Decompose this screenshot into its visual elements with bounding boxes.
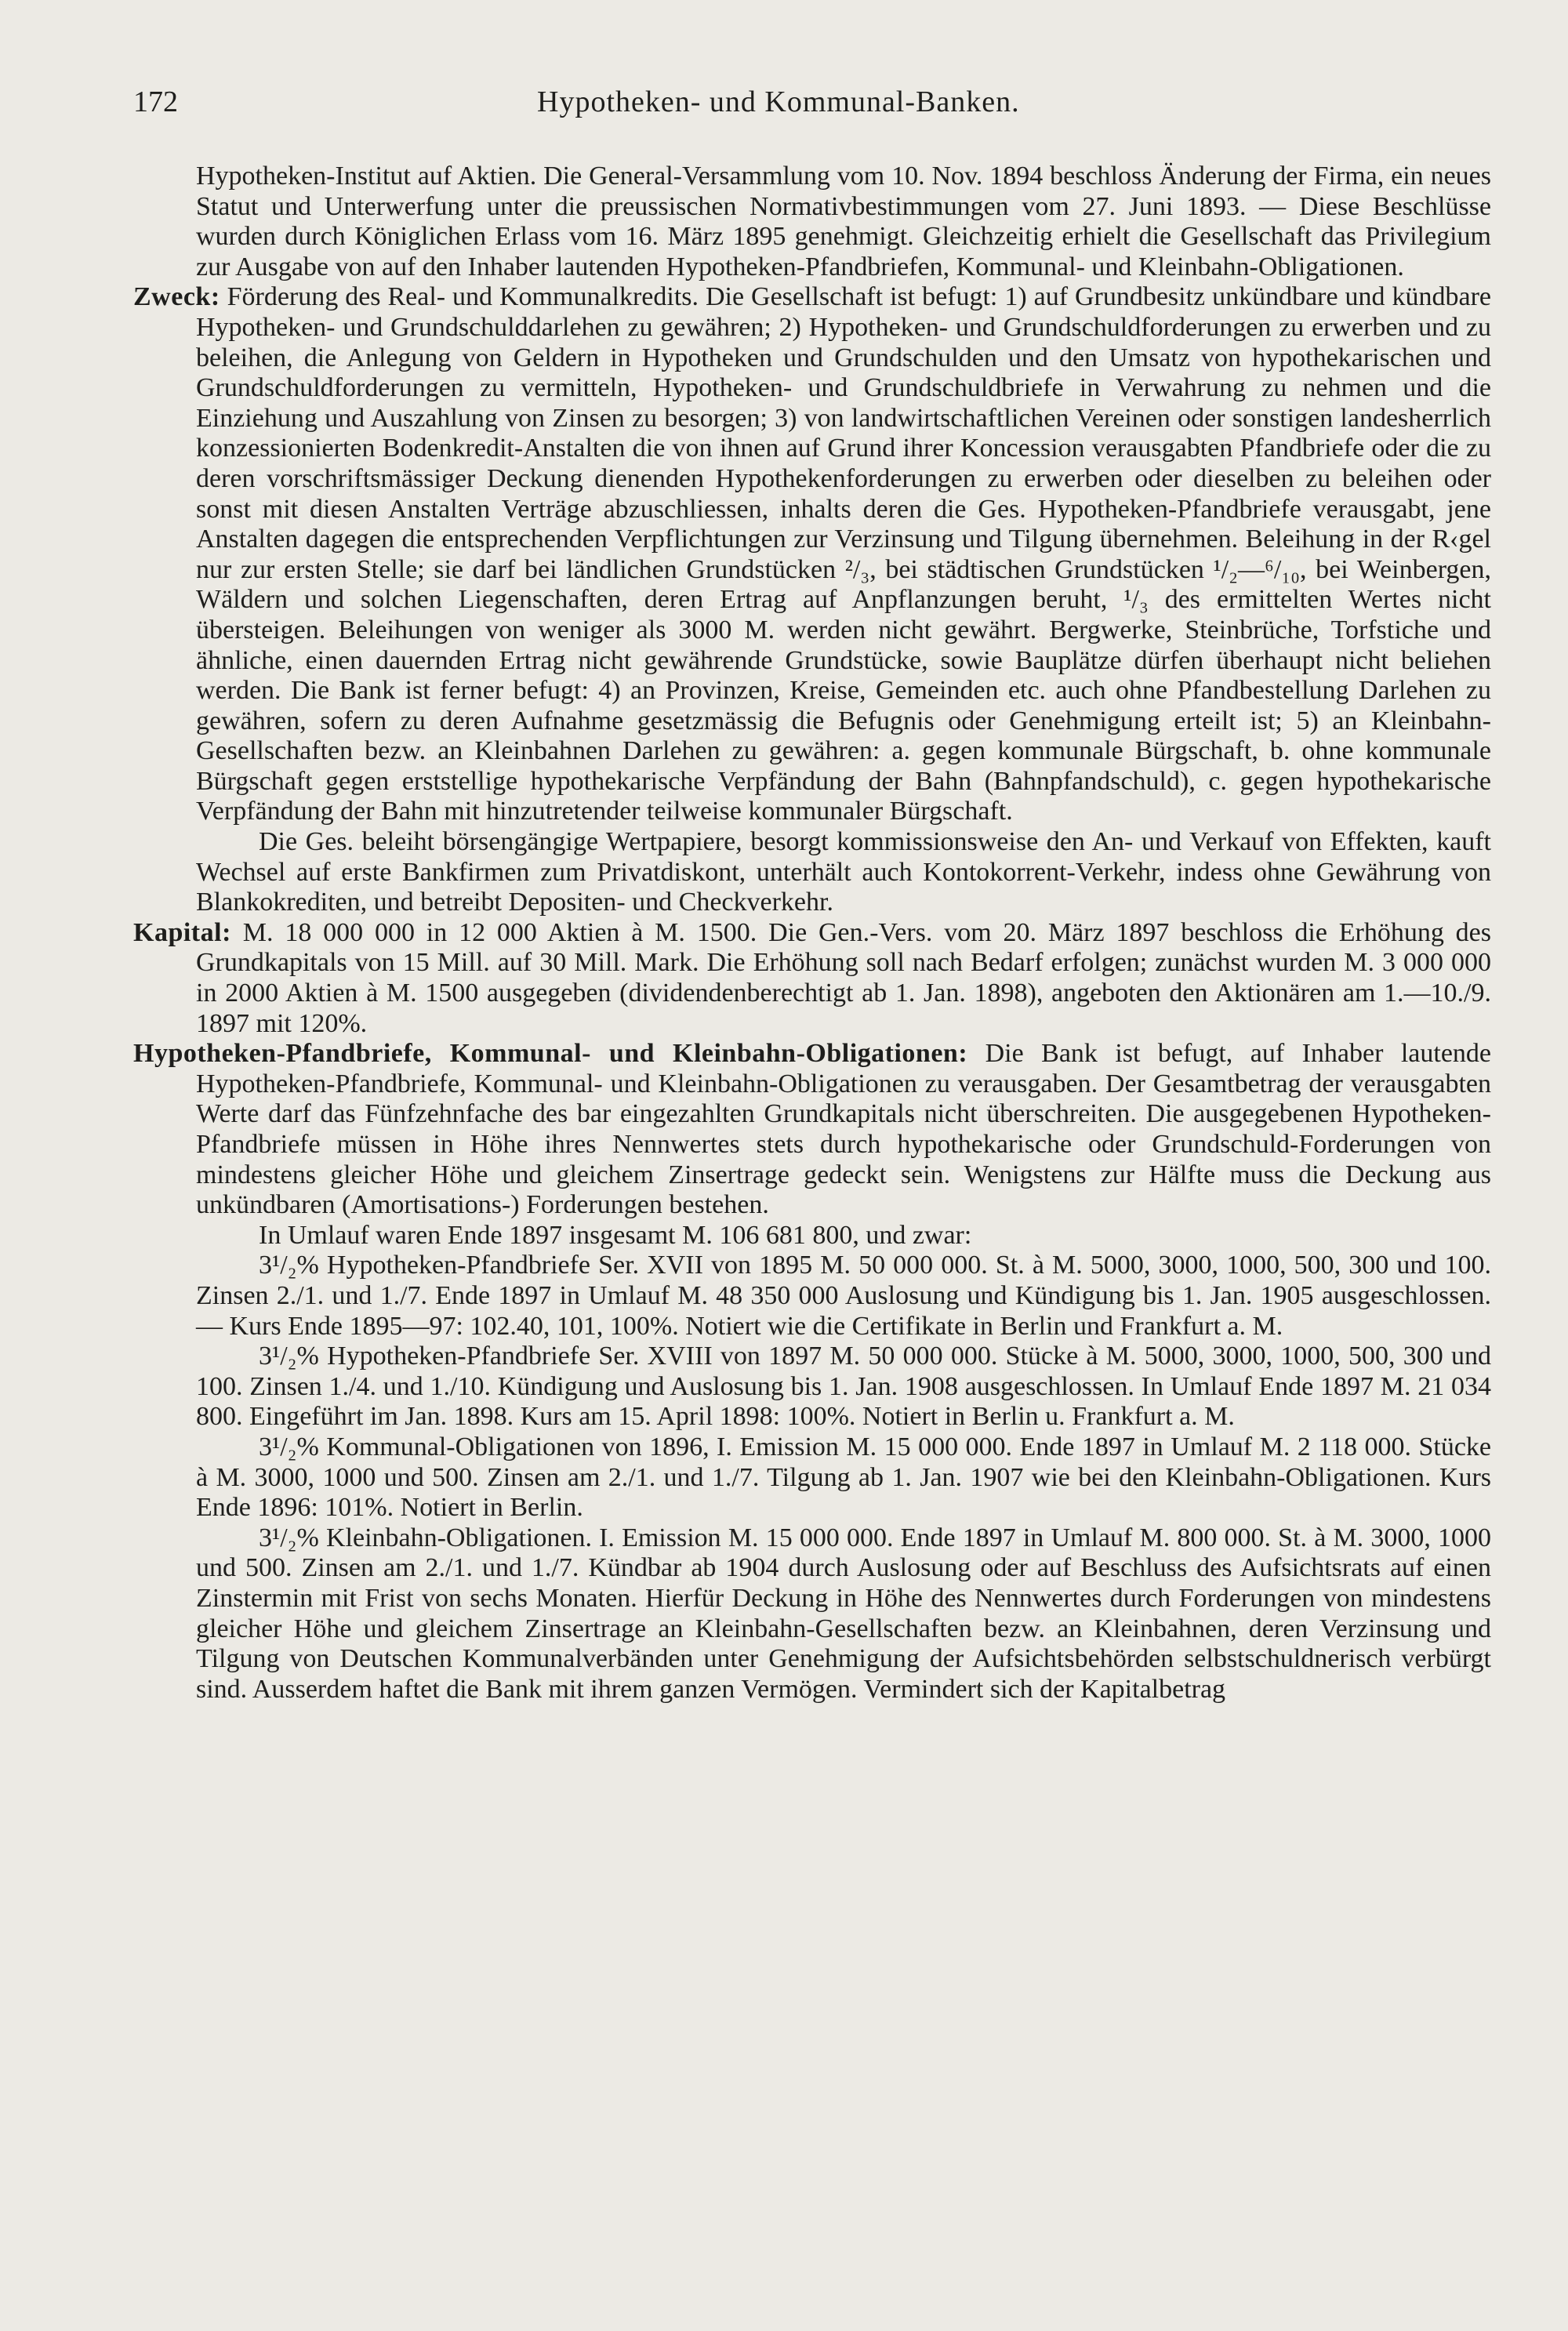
paragraph-text: M. 18 000 000 in 12 000 Aktien à M. 1500. Die Gen.-Vers. vom 20. März 1897 beschloss die Erhöhung des Grundkapitals von 15 Mill. auf 30 Mill. Mark. Die Erhöhung soll nach Bedarf erfolgen; zunächst wurden M. 3 000 000 in 2000 Aktien à M. 1500 ausgegeben (dividendenberechtigt ab 1. Jan. 1898), angeboten den Aktionären am 1.—10./9. 1897 mit 120%. <box>196 917 1492 1038</box>
paragraph-institute-history <box>133 162 1491 282</box>
paragraph-text: 3¹/₂% Kommunal-Obligationen von 1896, I. Emission M. 15 000 000. Ende 1897 in Umlauf M. 2 118 000. Stücke à M. 3000, 1000 und 500. Zinsen am 2./1. und 1./7. Tilgung ab 1. Jan. 1907 wie bei den Kleinbahn-Obligationen. Kurs Ende 1896: 101%. Notiert in Berlin. <box>196 1432 1491 1523</box>
paragraph-series-xvii <box>133 1251 1491 1342</box>
paragraph-kapital <box>133 918 1491 1039</box>
paragraph-pfandbriefe <box>133 1039 1491 1221</box>
section-label-kapital: Kapital: <box>133 917 231 947</box>
page-body <box>133 162 1491 1705</box>
paragraph-zweck <box>133 282 1491 827</box>
page-header <box>133 85 1450 122</box>
page-number: 172 <box>133 85 178 118</box>
paragraph-text: Die Bank ist befugt, auf Inhaber lautende Hypotheken-Pfandbriefe, Kommunal- und Kleinbahn-Obligationen zu verausgaben. Der Gesamtbetrag der verausgabten Werte darf das Fünfzehnfache des bar eingezahlten Grundkapitals nicht überschreiten. Die ausgegebenen Hypotheken-Pfandbriefe müssen in Höhe ihres Nennwertes stets durch hypothekarische oder Grundschuld-Forderungen von mindestens gleicher Höhe und gleichem Zinsertrage gedeckt sein. Wenigstens zur Hälfte muss die Deckung aus unkündbaren (Amortisations-) Forderungen bestehen. <box>196 1039 1492 1220</box>
paragraph-text: Förderung des Real- und Kommunalkredits. Die Gesellschaft ist befugt: 1) auf Grundbesitz unkündbare und kündbare Hypotheken- und Grundschulddarlehen zu gewähren; 2) Hypotheken- und Grundschuldforderungen zu erwerben und zu beleihen, die Anlegung von Geldern in Hypotheken und Grundschulden und den Umsatz von hypothekarischen und Grundschuldforderungen zu vermitteln, Hypotheken- und Grundschuldbriefe in Verwahrung zu nehmen und die Einziehung und Auszahlung von Zinsen zu besorgen; 3) von landwirtschaftlichen Vereinen oder sonstigen landesherrlich konzessionierten Bodenkredit-Anstalten die von ihnen auf Grund ihrer Koncession verausgabten Pfandbriefe oder die zu deren vorschriftsmässiger Deckung dienenden Hypothekenforderungen zu erwerben oder dieselben zu beleihen oder sonst mit diesen Anstalten Verträge abzuschliessen, inhalts deren die Ges. Hypotheken-Pfandbriefe verausgabt, jene Anstalten dagegen die entsprechenden Verpflichtungen zur Verzinsung und Tilgung übernehmen. Beleihung in der R‹gel nur zur ersten Stelle; sie darf bei ländlichen Grundstücken ²/₃, bei städtischen Grundstücken ¹/₂—⁶/₁₀, bei Weinbergen, Wäldern und solchen Liegenschaften, deren Ertrag auf Anpflanzungen beruht, ¹/₃ des ermittelten Wertes nicht übersteigen. Beleihungen von weniger als 3000 M. werden nicht gewährt. Bergwerke, Steinbrüche, Torfstiche und ähnliche, einen dauernden Ertrag nicht gewährende Grundstücke, sowie Bauplätze dürfen überhaupt nicht beliehen werden. Die Bank ist ferner befugt: 4) an Provinzen, Kreise, Gemeinden etc. auch ohne Pfandbestellung Darlehen zu gewähren, sofern zu deren Aufnahme gesetzmässig die Befugnis oder Genehmigung erteilt ist; 5) an Kleinbahn-Gesellschaften bezw. an Kleinbahnen Darlehen zu gewähren: a. gegen kommunale Bürgschaft, b. ohne kommunale Bürgschaft gegen erststellige hypothekarische Verpfändung der Bahn (Bahnpfandschuld), c. gegen hypothekarische Verpfändung der Bahn mit hinzutretender teilweise kommunaler Bürgschaft. <box>196 282 1491 826</box>
paragraph-umlauf-total <box>133 1221 1491 1251</box>
paragraph-series-xviii <box>133 1342 1491 1432</box>
paragraph-text: 3¹/₂% Kleinbahn-Obligationen. I. Emission M. 15 000 000. Ende 1897 in Umlauf M. 800 000. St. à M. 3000, 1000 und 500. Zinsen am 2./1. und 1./7. Kündbar ab 1904 durch Auslosung oder auf Beschluss des Aufsichtsrats auf einen Zinstermin mit Frist von sechs Monaten. Hierfür Deckung in Höhe des Nennwertes durch Forderungen von mindestens gleicher Höhe und gleichem Zinsertrage an Kleinbahn-Gesellschaften bezw. an Kleinbahnen, deren Verzinsung und Tilgung von Deutschen Kommunalverbänden unter Genehmigung der Aufsichtsbehörden selbstschuldnerisch verbürgt sind. Ausserdem haftet die Bank mit ihrem ganzen Vermögen. Vermindert sich der Kapitalbetrag <box>196 1523 1491 1704</box>
paragraph-kleinbahn-obligationen <box>133 1523 1491 1705</box>
paragraph-kommunal-obligationen <box>133 1432 1491 1523</box>
paragraph-text: Hypotheken-Institut auf Aktien. Die General-Versammlung vom 10. Nov. 1894 beschloss Änderung der Firma, ein neues Statut und Unterwerfung unter die preussischen Normativbestimmungen vom 27. Juni 1893. — Diese Beschlüsse wurden durch Königlichen Erlass vom 16. März 1895 genehmigt. Gleichzeitig erhielt die Gesellschaft das Privilegium zur Ausgabe von auf den Inhaber lautenden Hypotheken-Pfandbriefen, Kommunal- und Kleinbahn-Obligationen. <box>196 162 1491 281</box>
section-label-zweck: Zweck: <box>133 282 220 312</box>
running-title: Hypotheken- und Kommunal-Banken. <box>537 85 1020 118</box>
paragraph-text: In Umlauf waren Ende 1897 insgesamt M. 106 681 800, und zwar: <box>259 1220 972 1250</box>
paragraph-text: 3¹/₂% Hypotheken-Pfandbriefe Ser. XVIII von 1897 M. 50 000 000. Stücke à M. 5000, 3000, 1000, 500, 300 und 100. Zinsen 1./4. und 1./10. Kündigung und Auslosung bis 1. Jan. 1908 ausgeschlossen. In Umlauf Ende 1897 M. 21 034 800. Eingeführt im Jan. 1898. Kurs am 15. April 1898: 100%. Notiert in Berlin u. Frankfurt a. M. <box>196 1342 1491 1432</box>
section-label-pfandbriefe: Hypotheken-Pfandbriefe, Kommunal- und Kleinbahn-Obligationen: <box>133 1039 968 1069</box>
paragraph-text: Die Ges. beleiht börsengängige Wertpapiere, besorgt kommissionsweise den An- und Verkauf von Effekten, kauft Wechsel auf erste Bankfirmen zum Privatdiskont, unterhält auch Kontokorrent-Verkehr, indess ohne Gewährung von Blankokrediten, und betreibt Depositen- und Checkverkehr. <box>196 827 1491 917</box>
paragraph-text: 3¹/₂% Hypotheken-Pfandbriefe Ser. XVII von 1895 M. 50 000 000. St. à M. 5000, 3000, 1000, 500, 300 und 100. Zinsen 2./1. und 1./7. Ende 1897 in Umlauf M. 48 350 000 Auslosung und Kündigung bis 1. Jan. 1905 ausgeschlossen. — Kurs Ende 1895—97: 102.40, 101, 100%. Notiert wie die Certifikate in Berlin und Frankfurt a. M. <box>196 1251 1491 1341</box>
paragraph-banking-business <box>133 827 1491 918</box>
